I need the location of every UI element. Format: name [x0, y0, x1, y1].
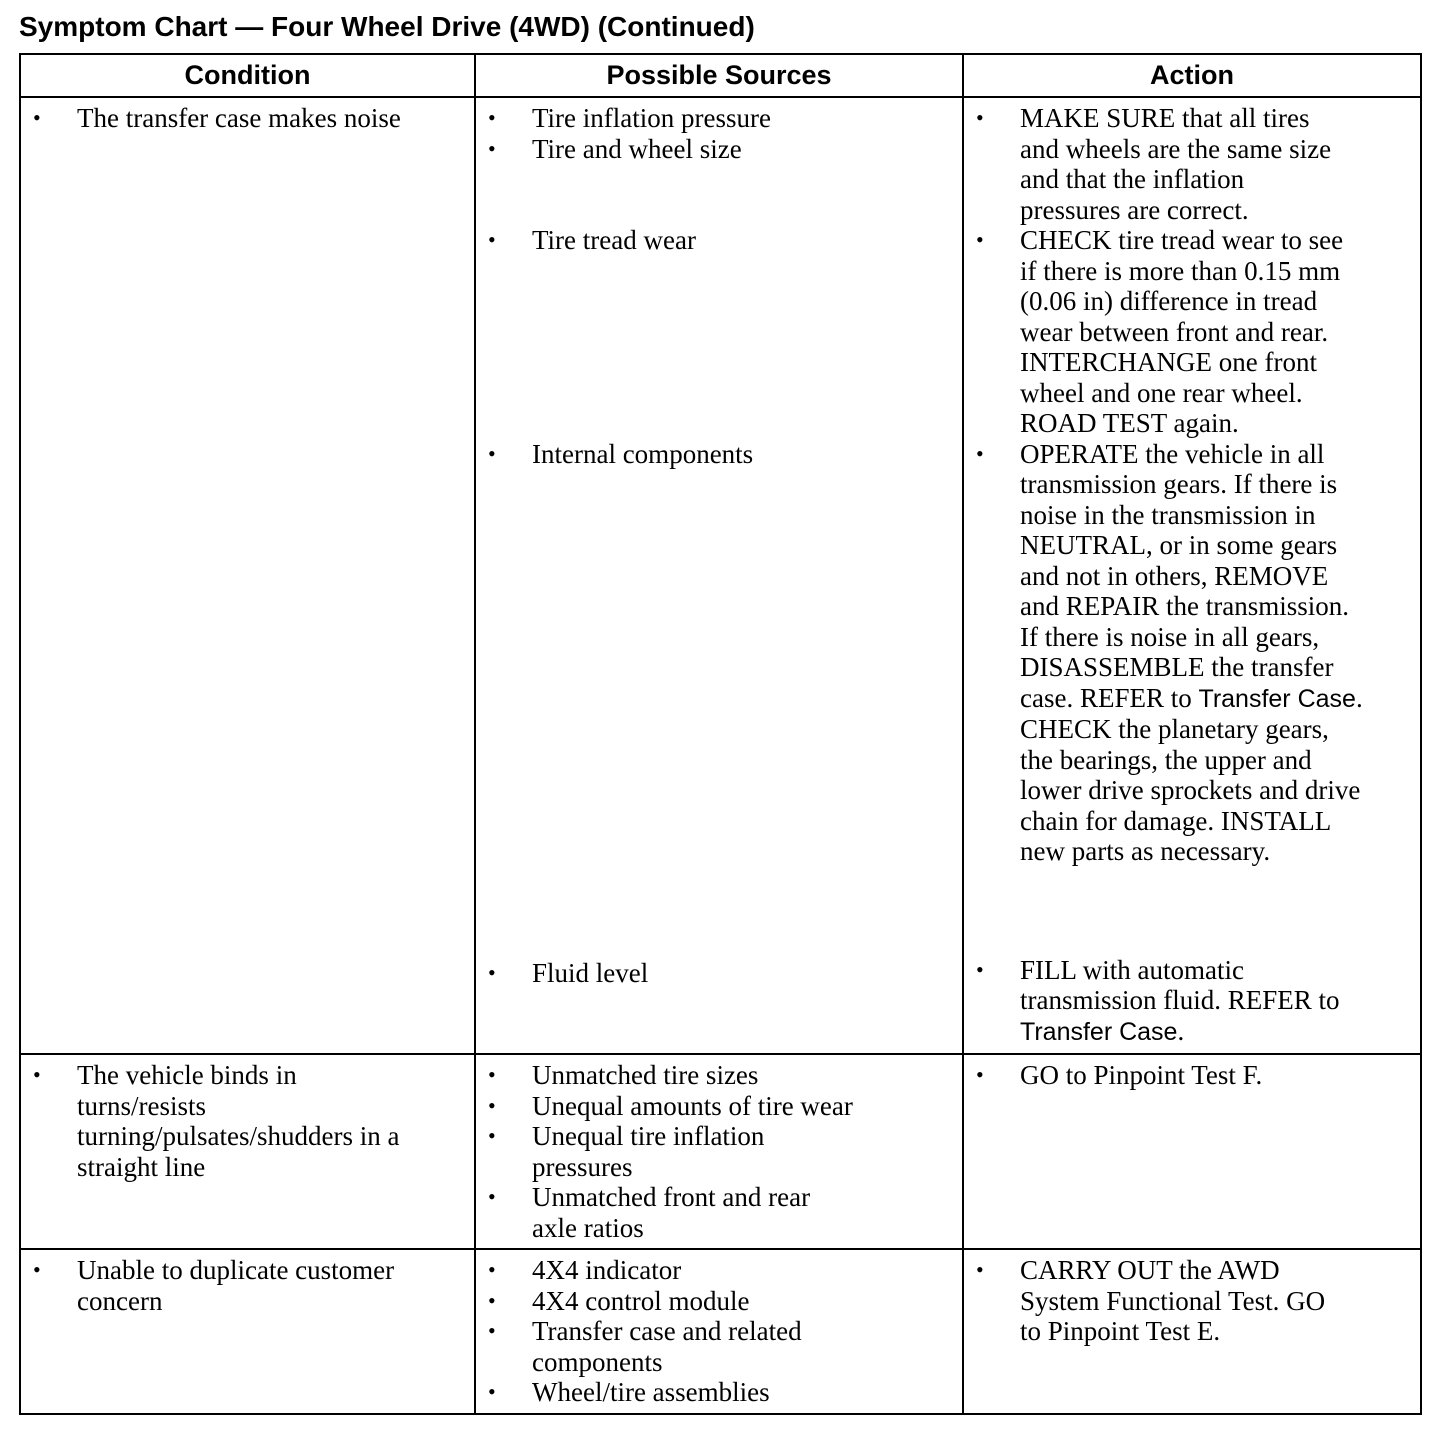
action-text-part: OPERATE the vehicle in all transmission gears. If there is noise in the transmission in NEUTRAL, or in some gears and not in others, REMOVE and REPAIR the transmission. If there is noise in all gears, DISASSEMBLE the transfer case. REFER to: [1020, 438, 1350, 713]
bullet-icon: •: [976, 956, 984, 982]
bullet-icon: •: [976, 1062, 984, 1087]
source-item: [488, 1060, 958, 1091]
source-item: [488, 1182, 958, 1243]
source-item: [488, 1091, 958, 1122]
bullet-icon: •: [488, 105, 496, 130]
source-item: [488, 1316, 958, 1377]
source-item: [488, 1255, 958, 1286]
source-item: [488, 1286, 958, 1317]
source-item: [488, 1121, 958, 1182]
source-text: 4X4 indicator: [532, 1255, 682, 1285]
condition-text: Unable to duplicate customer concern: [77, 1255, 395, 1316]
table-row: [20, 1249, 1421, 1414]
bullet-icon: •: [488, 1287, 496, 1313]
source-text: Tire inflation pressure: [532, 103, 771, 133]
condition-cell: [20, 97, 475, 1054]
table-row: [20, 97, 1421, 1054]
source-text: Unequal tire inflation pressures: [532, 1121, 765, 1182]
source-text: Unmatched tire sizes: [532, 1060, 759, 1090]
bullet-icon: •: [488, 1123, 496, 1148]
source-text: Internal components: [532, 438, 754, 469]
header-row: [20, 54, 1421, 97]
action-cell: [963, 1054, 1421, 1249]
action-item: [976, 225, 1416, 439]
bullet-icon: •: [488, 135, 496, 161]
action-text-part: FILL with automatic transmission fluid. REFER to: [1020, 954, 1340, 1015]
action-text: CARRY OUT the AWD System Functional Test. GO to Pinpoint Test E.: [1020, 1255, 1326, 1346]
action-text: GO to Pinpoint Test F.: [1020, 1060, 1263, 1090]
bullet-icon: •: [488, 1092, 496, 1118]
condition-cell: [20, 1249, 475, 1414]
source-text: Unequal amounts of tire wear: [532, 1090, 853, 1121]
action-item: [976, 1060, 1416, 1091]
condition-item: [33, 1255, 470, 1316]
page-title: Symptom Chart — Four Wheel Drive (4WD) (Continued): [19, 11, 755, 42]
action-cell: [963, 97, 1421, 1054]
bullet-icon: •: [488, 227, 496, 252]
bullet-icon: •: [33, 1257, 41, 1282]
sources-cell: [475, 1054, 963, 1249]
table-row: [20, 1054, 1421, 1249]
source-item: [488, 225, 958, 256]
bullet-icon: •: [976, 227, 984, 252]
transfer-case-reference: Transfer Case: [1198, 684, 1356, 713]
action-text: [1020, 439, 1416, 867]
action-item: [976, 1255, 1416, 1347]
source-item: [488, 103, 958, 134]
bullet-icon: •: [976, 1257, 984, 1282]
symptom-chart-table: [19, 53, 1422, 1415]
bullet-icon: •: [488, 1257, 496, 1282]
bullet-icon: •: [488, 1318, 496, 1343]
action-item: [976, 439, 1416, 867]
source-text: Tire tread wear: [532, 225, 696, 255]
action-text-part: . CHECK the planetary gears, the bearings, the upper and lower drive sprockets and drive chain for damage. INSTALL new parts as necessary.: [1020, 682, 1363, 866]
bullet-icon: •: [976, 105, 984, 130]
bullet-icon: •: [488, 1062, 496, 1087]
condition-text: The transfer case makes noise: [77, 103, 401, 133]
source-text: Unmatched front and rear axle ratios: [532, 1182, 811, 1243]
condition-cell: [20, 1054, 475, 1249]
bullet-icon: •: [488, 1379, 496, 1404]
bullet-icon: •: [488, 960, 496, 985]
bullet-icon: •: [33, 105, 41, 130]
condition-text: The vehicle binds in turns/resists turning/pulsates/shudders in a straight line: [77, 1060, 400, 1182]
source-item: [488, 958, 958, 989]
bullet-icon: •: [976, 440, 984, 466]
source-text: Transfer case and related components: [532, 1316, 802, 1377]
action-cell: [963, 1249, 1421, 1414]
action-text-part: .: [1177, 1015, 1185, 1046]
source-text: Tire and wheel size: [532, 133, 742, 164]
source-text: Fluid level: [532, 958, 649, 988]
transfer-case-reference: Transfer Case: [1020, 1017, 1178, 1046]
header-condition: Condition: [20, 54, 475, 97]
action-text: [1020, 955, 1416, 1048]
source-item: [488, 134, 958, 165]
bullet-icon: •: [488, 440, 496, 466]
source-item: [488, 439, 958, 470]
bullet-icon: •: [488, 1184, 496, 1209]
header-possible-sources: Possible Sources: [475, 54, 963, 97]
condition-item: [33, 1060, 470, 1182]
condition-item: [33, 103, 470, 134]
source-text: Wheel/tire assemblies: [532, 1377, 770, 1407]
sources-cell: [475, 1249, 963, 1414]
action-text: MAKE SURE that all tires and wheels are the same size and that the inflation pressures are correct.: [1020, 103, 1332, 225]
action-item: [976, 955, 1416, 1048]
action-item: [976, 103, 1416, 225]
bullet-icon: •: [33, 1062, 41, 1087]
header-action: Action: [963, 54, 1421, 97]
source-item: [488, 1377, 958, 1408]
sources-cell: [475, 97, 963, 1054]
action-text: CHECK tire tread wear to see if there is more than 0.15 mm (0.06 in) difference in tread wear between front and rear. INTERCHANGE one front wheel and one rear wheel. ROAD TEST again.: [1020, 225, 1344, 438]
source-text: 4X4 control module: [532, 1285, 750, 1316]
